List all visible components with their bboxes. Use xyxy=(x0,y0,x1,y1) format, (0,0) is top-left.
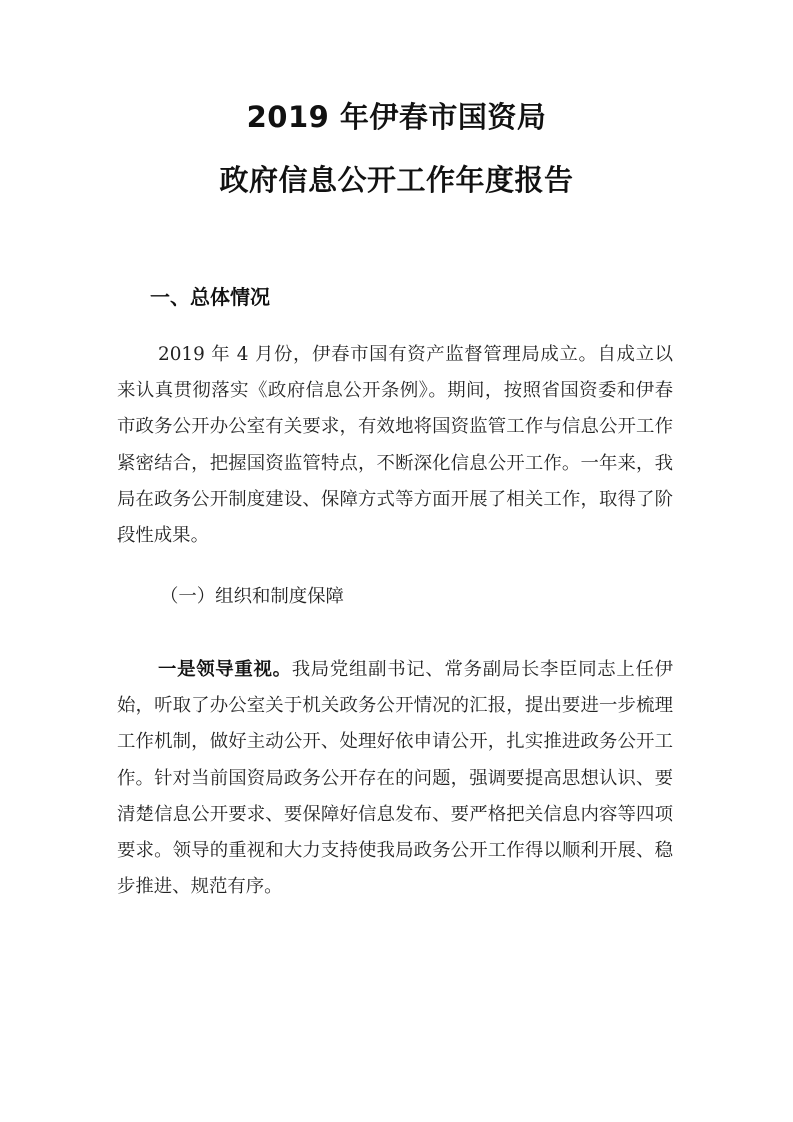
leadership-paragraph xyxy=(117,652,673,905)
overview-paragraph: 2019 年 4 月份，伊春市国有资产监督管理局成立。自成立以来认真贯彻落实《政府信息公开条例》。期间，按照省国资委和伊春市政务公开办公室有关要求，有效地将国资监管工作与信息公开工作紧密结合，把握国资监管特点，不断深化信息公开工作。一年来，我局在政务公开制度建设、保障方式等方面开展了相关工作，取得了阶段性成果。 xyxy=(117,344,673,547)
subsection-heading-organization: （一）组织和制度保障 xyxy=(160,586,344,607)
document-title-line-1: 2019 年伊春市国资局 xyxy=(246,100,547,134)
leadership-body-text: 我局党组副书记、常务副局长李臣同志上任伊始，听取了办公室关于机关政务公开情况的汇报，提出要进一步梳理工作机制，做好主动公开、处理好依申请公开，扎实推进政务公开工作。针对当前国资局政务公开存在的问题，强调要提高思想认识、要清楚信息公开要求、要保障好信息发布、要严格把关信息内容等四项要求。领导的重视和大力支持使我局政务公开工作得以顺利开展、稳步推进、规范有序。 xyxy=(117,659,673,898)
section-heading-overview: 一、总体情况 xyxy=(150,285,270,309)
leadership-lead-phrase: 一是领导重视。 xyxy=(158,659,292,680)
document-title-line-2: 政府信息公开工作年度报告 xyxy=(219,163,574,197)
